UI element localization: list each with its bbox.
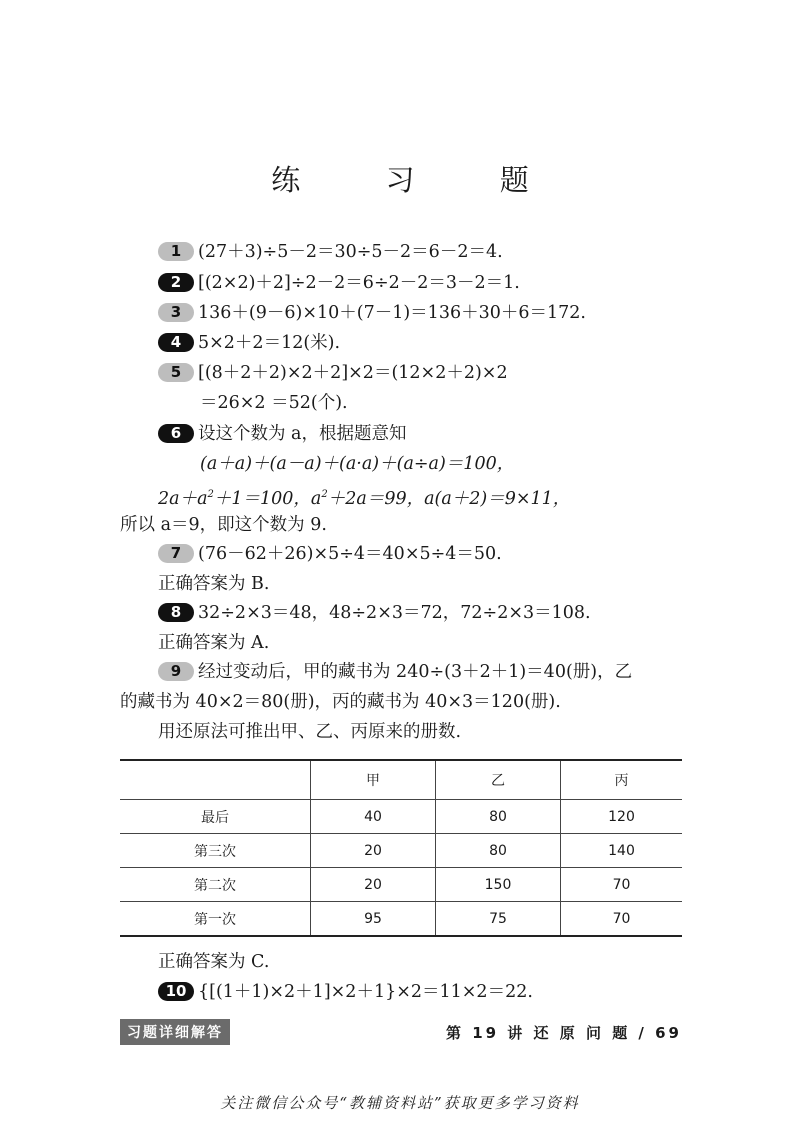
table-row	[120, 902, 682, 937]
table-cell: 80	[436, 834, 561, 868]
table-row	[120, 868, 682, 902]
answer-9-choice: 正确答案为 C.	[158, 952, 270, 972]
table-header-cell: 乙	[436, 760, 561, 800]
answer-5-continuation: ＝26×2 ＝52(个).	[200, 393, 348, 413]
table-header-cell	[120, 760, 311, 800]
table-header-row	[120, 760, 682, 800]
table-cell: 40	[311, 800, 436, 834]
book-count-table	[120, 759, 682, 937]
answer-text: [(2×2)＋2]÷2－2＝6÷2－2＝3－2＝1.	[198, 273, 520, 293]
table-header-cell: 甲	[311, 760, 436, 800]
answer-number-badge: 8	[158, 603, 194, 622]
answer-text: 5×2＋2＝12(米).	[198, 333, 341, 353]
table-cell: 120	[561, 800, 683, 834]
answer-number-badge: 3	[158, 303, 194, 322]
table-cell: 95	[311, 902, 436, 937]
table-cell: 140	[561, 834, 683, 868]
answer-text: [(8＋2＋2)×2＋2]×2＝(12×2＋2)×2	[198, 363, 508, 383]
answer-number-badge: 7	[158, 544, 194, 563]
table-cell: 第二次	[120, 868, 311, 902]
page-title: 练 习 题	[271, 163, 567, 197]
answer-8-choice: 正确答案为 A.	[158, 633, 270, 653]
answer-number-badge: 2	[158, 273, 194, 292]
answer-7	[158, 543, 502, 565]
answer-number-badge: 5	[158, 363, 194, 382]
answer-7-choice: 正确答案为 B.	[158, 574, 270, 594]
answer-text: (27＋3)÷5－2＝30÷5－2＝6－2＝4.	[198, 242, 503, 262]
answer-6-simplification: $2a+a^2+1=100$，$a^2+2a=99$，a(a＋2)＝9×11，	[158, 488, 571, 509]
answer-6-conclusion: 所以 a＝9，即这个数为 9.	[120, 515, 327, 535]
table-cell: 20	[311, 868, 436, 902]
answer-number-badge: 4	[158, 333, 194, 352]
answer-text: 136＋(9－6)×10＋(7－1)＝136＋30＋6＝172.	[198, 303, 586, 323]
answer-text: 32÷2×3＝48，48÷2×3＝72，72÷2×3＝108.	[198, 603, 591, 623]
answer-5	[158, 362, 508, 384]
table-cell: 70	[561, 868, 683, 902]
answer-9	[158, 661, 632, 683]
table-header-cell: 丙	[561, 760, 683, 800]
table-cell: 第三次	[120, 834, 311, 868]
answer-6	[158, 423, 407, 445]
table-row	[120, 834, 682, 868]
table-cell: 20	[311, 834, 436, 868]
answer-number-badge: 9	[158, 662, 194, 681]
running-footer: 第 19 讲 还 原 问 题 / 69	[445, 1024, 682, 1042]
answer-number-badge: 10	[158, 982, 194, 1001]
answer-text: {[(1＋1)×2＋1]×2＋1}×2＝11×2＝22.	[198, 982, 533, 1002]
answer-number-badge: 6	[158, 424, 194, 443]
answer-text: (76－62＋26)×5÷4＝40×5÷4＝50.	[198, 544, 502, 564]
answer-1	[158, 241, 503, 263]
table-cell: 150	[436, 868, 561, 902]
table-cell: 80	[436, 800, 561, 834]
table-cell: 最后	[120, 800, 311, 834]
watermark-text: 关注微信公众号“教辅资料站”获取更多学习资料	[220, 1094, 580, 1112]
answer-8	[158, 602, 591, 624]
answer-10	[158, 981, 533, 1003]
table-row	[120, 800, 682, 834]
answer-3	[158, 302, 586, 324]
answer-number-badge: 1	[158, 242, 194, 261]
answer-2	[158, 272, 520, 294]
section-label: 习题详细解答	[120, 1019, 230, 1045]
answer-4	[158, 332, 340, 354]
table-cell: 75	[436, 902, 561, 937]
table-cell: 第一次	[120, 902, 311, 937]
answer-text: 经过变动后，甲的藏书为 240÷(3＋2＋1)＝40(册)，乙	[198, 662, 633, 682]
answer-9-line3: 用还原法可推出甲、乙、丙原来的册数.	[158, 722, 462, 742]
table-cell: 70	[561, 902, 683, 937]
answer-9-line2: 的藏书为 40×2＝80(册)，丙的藏书为 40×3＝120(册).	[120, 692, 561, 712]
answer-6-equation: (a＋a)＋(a－a)＋(a·a)＋(a÷a)＝100，	[200, 454, 515, 474]
answer-text: 设这个数为 a，根据题意知	[198, 424, 407, 444]
